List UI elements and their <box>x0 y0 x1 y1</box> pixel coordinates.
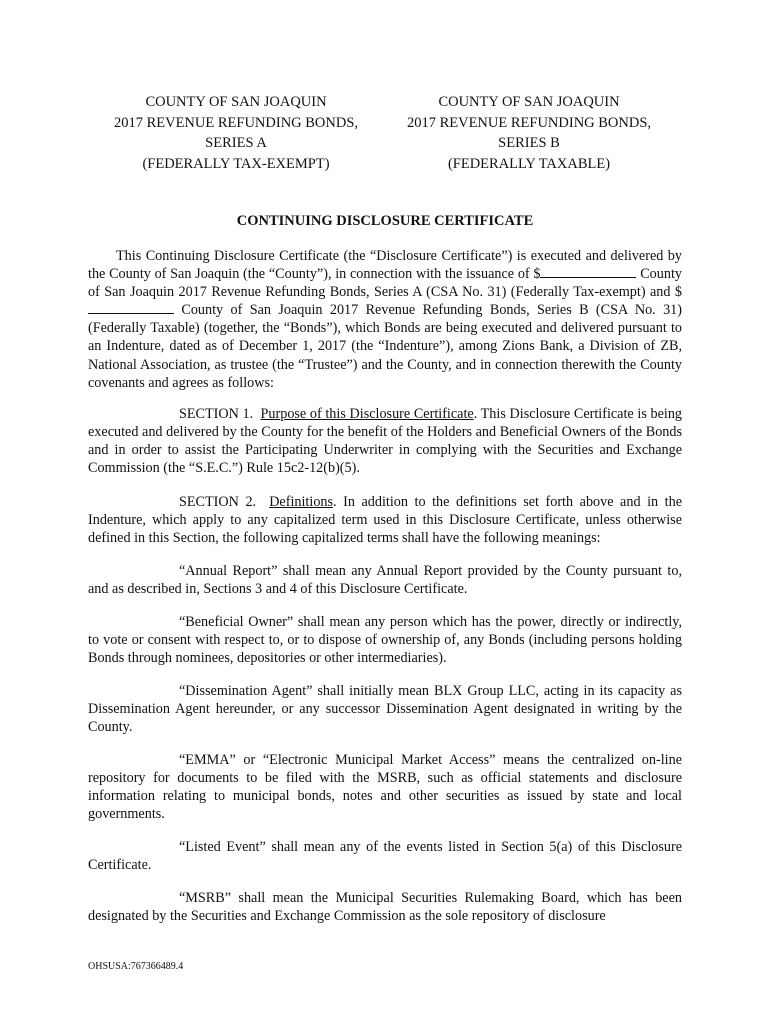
header-line: (FEDERALLY TAXABLE) <box>447 155 611 172</box>
header-line: 2017 REVENUE REFUNDING BONDS, <box>113 114 359 131</box>
section-1-heading: Purpose of this Disclosure Certificate <box>260 406 474 422</box>
amount-blank-series-a <box>540 266 636 278</box>
intro-paragraph <box>88 247 682 392</box>
header-line: 2017 REVENUE REFUNDING BONDS, <box>406 114 652 131</box>
document-id-footer: OHSUSA:767366489.4 <box>88 961 184 972</box>
section-1-label: SECTION 1. <box>179 406 254 422</box>
header-line: COUNTY OF SAN JOAQUIN <box>145 94 327 110</box>
section-2-label: SECTION 2. <box>179 494 257 510</box>
section-2-paragraph <box>88 493 682 547</box>
intro-text-2: County of San Joaquin 2017 Revenue Refunding Bonds, Series A (CSA No. 31) (Federally Tax-exempt) and $ <box>88 266 683 301</box>
header-series-b <box>379 92 679 174</box>
header-series-a <box>86 92 386 174</box>
amount-blank-series-b <box>88 302 174 314</box>
section-2-heading: Definitions <box>269 494 334 510</box>
definition-msrb: “MSRB” shall mean the Municipal Securities Rulemaking Board, which has been designated by the Securities and Exchange Commission as the sole repository of disclosure <box>88 890 682 925</box>
header-line: (FEDERALLY TAX-EXEMPT) <box>142 155 330 172</box>
definition-annual-report: “Annual Report” shall mean any Annual Report provided by the County pursuant to, and as described in, Sections 3 and 4 of this Disclosure Certificate. <box>88 563 682 598</box>
header-line: SERIES A <box>205 135 267 151</box>
definition-beneficial-owner: “Beneficial Owner” shall mean any person which has the power, directly or indirectly, to vote or consent with respect to, or to dispose of ownership of, any Bonds (including persons holding Bonds through nominees, depositories or other intermediaries). <box>88 614 682 667</box>
intro-text-3: County of San Joaquin 2017 Revenue Refunding Bonds, Series B (CSA No. 31) (Federally Taxable) (together, the “Bonds”), which Bonds are being executed and delivered pursuant to an Indenture, dated as of December 1, 2017 (the “Indenture”), among Zions Bank, a Division of ZB, National Association, as trustee (the “Trustee”) and the County, and in connection therewith the County covenants and agrees as follows: <box>88 302 682 391</box>
header-line: SERIES B <box>498 135 560 151</box>
definition-listed-event: “Listed Event” shall mean any of the events listed in Section 5(a) of this Disclosure Certificate. <box>88 839 682 874</box>
section-1-paragraph <box>88 405 682 477</box>
definition-dissemination-agent: “Dissemination Agent” shall initially mean BLX Group LLC, acting in its capacity as Dissemination Agent hereunder, or any successor Dissemination Agent designated in writing by the County. <box>88 683 682 736</box>
section-2-text: . In addition to the definitions set forth above and in the Indenture, which apply to any capitalized term used in this Disclosure Certificate, unless otherwise defined in this Section, the following capitalized terms shall have the following meanings: <box>88 494 683 547</box>
intro-text-1: This Continuing Disclosure Certificate (the “Disclosure Certificate”) is executed and delivered by the County of San Joaquin (the “County”), in connection with the issuance of $ <box>88 248 682 283</box>
header-line: COUNTY OF SAN JOAQUIN <box>438 94 620 110</box>
definition-emma: “EMMA” or “Electronic Municipal Market Access” means the centralized on-line repository for documents to be filed with the MSRB, such as official statements and disclosure information relating to municipal bonds, notes and other securities as issued by state and local governments. <box>88 752 682 823</box>
section-1-text: . This Disclosure Certificate is being executed and delivered by the County for the benefit of the Holders and Beneficial Owners of the Bonds and in order to assist the Participating Underwriter in complying with the Securities and Exchange Commission (the “S.E.C.”) Rule 15c2-12(b)(5). <box>88 406 683 477</box>
document-title: CONTINUING DISCLOSURE CERTIFICATE <box>236 213 534 229</box>
